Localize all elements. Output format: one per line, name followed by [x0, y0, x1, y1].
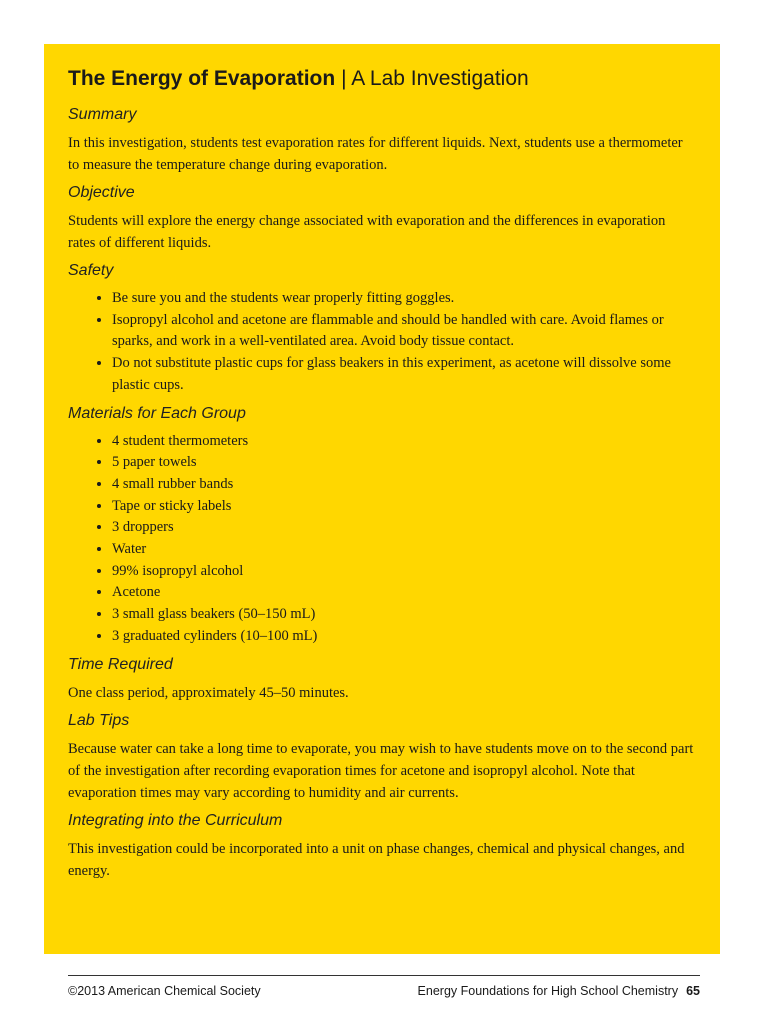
materials-list	[68, 431, 696, 648]
integrating-text: This investigation could be incorporated into a unit on phase changes, chemical and physical changes, and energy.	[68, 840, 685, 879]
tips-text: Because water can take a long time to evaporate, you may wish to have students move on to the second part of the investigation after recording evaporation times for acetone and isopropyl alcohol. Note that evaporation times may vary according to humidity and air currents.	[68, 740, 694, 801]
list-item: • 4 student thermometers	[112, 431, 696, 453]
summary-heading: Summary	[68, 106, 137, 123]
materials-heading: Materials for Each Group	[68, 404, 246, 422]
title-subtitle: A Lab Investigation	[351, 67, 529, 90]
footer-right	[418, 984, 700, 998]
safety-list	[68, 288, 696, 397]
list-item: • Acetone	[112, 582, 696, 604]
integrating-heading: Integrating into the Curriculum	[68, 811, 283, 829]
list-item: • Do not substitute plastic cups for glass beakers in this experiment, as acetone will dissolve some plastic cups.	[112, 353, 696, 396]
title-separator: |	[341, 67, 347, 90]
list-item: • 3 graduated cylinders (10–100 mL)	[112, 626, 696, 648]
summary-text: In this investigation, students test evaporation rates for different liquids. Next, students use a thermometer to measure the temperature change during evaporation.	[68, 135, 683, 173]
title-main: The Energy of Evaporation	[68, 67, 336, 90]
content-panel	[44, 44, 720, 954]
page-number: 65	[686, 984, 700, 998]
list-item: • 5 paper towels	[112, 452, 696, 474]
list-item: • Isopropyl alcohol and acetone are flammable and should be handled with care. Avoid flames or sparks, and work in a well-ventilated area. Avoid body tissue contact.	[112, 310, 696, 353]
time-text: One class period, approximately 45–50 minutes.	[68, 684, 349, 701]
footer-copyright: ©2013 American Chemical Society	[68, 984, 261, 998]
objective-heading: Objective	[68, 184, 135, 201]
list-item: • 99% isopropyl alcohol	[112, 561, 696, 583]
list-item: • 3 small glass beakers (50–150 mL)	[112, 604, 696, 626]
list-item: • 4 small rubber bands	[112, 474, 696, 496]
page-title	[68, 64, 696, 94]
list-item: • Tape or sticky labels	[112, 496, 696, 518]
tips-heading: Lab Tips	[68, 711, 130, 729]
safety-heading: Safety	[68, 262, 114, 279]
objective-text: Students will explore the energy change associated with evaporation and the differences in evaporation rates of different liquids.	[68, 213, 666, 251]
footer-book-title: Energy Foundations for High School Chemistry	[417, 984, 679, 998]
time-heading: Time Required	[68, 655, 173, 673]
footer-divider	[68, 975, 700, 976]
list-item: • Water	[112, 539, 696, 561]
list-item: • Be sure you and the students wear properly fitting goggles.	[112, 288, 696, 310]
list-item: • 3 droppers	[112, 517, 696, 539]
